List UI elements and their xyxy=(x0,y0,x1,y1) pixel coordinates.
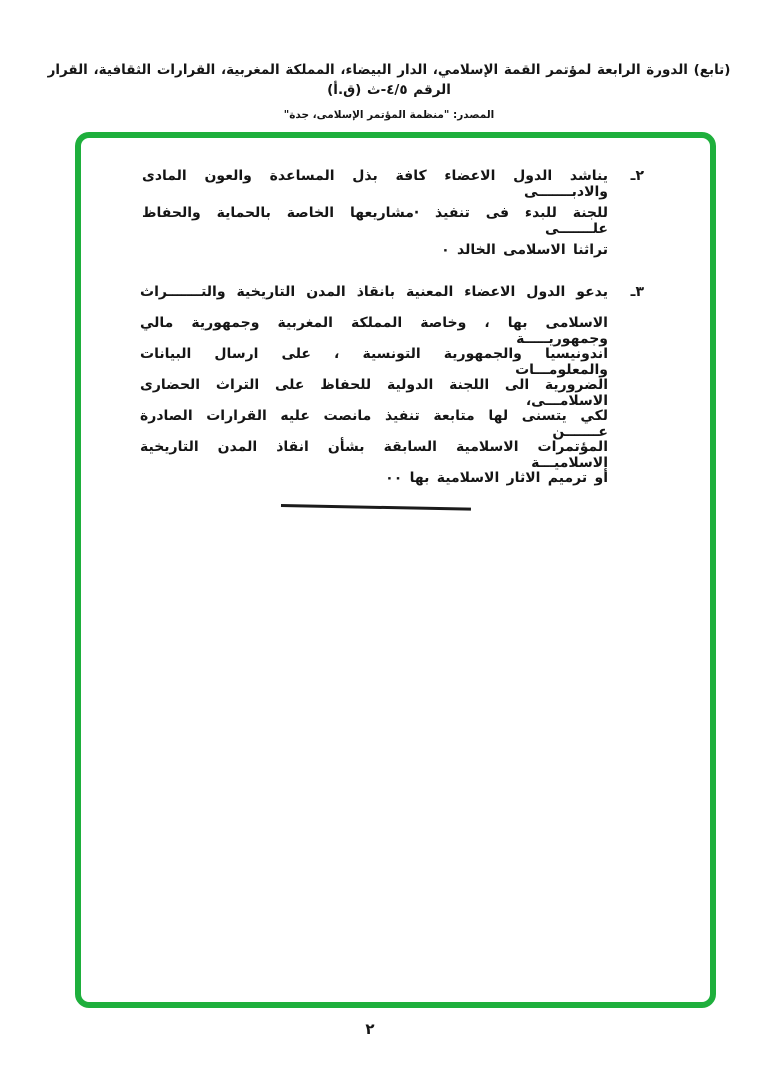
text-line: اندونيسيا والجمهورية التونسية ، على ارسال البيانات والمعلومـــات xyxy=(140,346,608,378)
item-number-3: ٣ـ xyxy=(630,284,644,300)
header-source: المصدر: "منظمة المؤتمر الإسلامى، جدة" xyxy=(283,109,495,121)
document-header xyxy=(40,60,738,121)
page-number: ٢ xyxy=(365,1020,375,1038)
text-line: تراثنا الاسلامى الخالد ٠ xyxy=(441,242,608,258)
text-line: أو ترميم الاثار الاسلامية بها ٠٠ xyxy=(385,470,608,486)
text-line: للجنة للبدء فى تنفيذ ·مشاريعها الخاصة بالحماية والحفاظ علـــــــى xyxy=(142,205,608,237)
paragraph-3 xyxy=(140,284,644,501)
text-line: يدعو الدول الاعضاء المعنية بانقاذ المدن التاريخية والتـــــــراث xyxy=(140,284,608,300)
text-line: لكي يتسنى لها متابعة تنفيذ مانصت عليه القرارات الصادرة عـــــــن xyxy=(140,408,608,440)
item-number-2: ٢ـ xyxy=(630,168,644,184)
paragraph-3-lines xyxy=(140,284,608,501)
text-line: يناشد الدول الاعضاء كافة بذل المساعدة والعون المادى والادبـــــــى xyxy=(142,168,608,200)
text-line: الضرورية الى اللجنة الدولية للحفاظ على التراث الحضارى الاسلامـــى، xyxy=(140,377,608,409)
text-line: المؤتمرات الاسلامية السابقة بشأن انقاذ المدن التاريخية الاسلاميـــة xyxy=(140,439,608,471)
paragraph-2-lines xyxy=(142,168,608,279)
text-line: الاسلامى بها ، وخاصة المملكة المغربية وجمهورية مالي وجمهوريـــــة xyxy=(140,315,608,347)
header-citation: (تابع) الدورة الرابعة لمؤتمر القمة الإسلامي، الدار البيضاء، المملكة المغربية، القرارات الثقافية، القرار الرقم ٤/٥-ث (ق.أ) xyxy=(47,62,731,98)
paragraph-2 xyxy=(142,168,644,279)
